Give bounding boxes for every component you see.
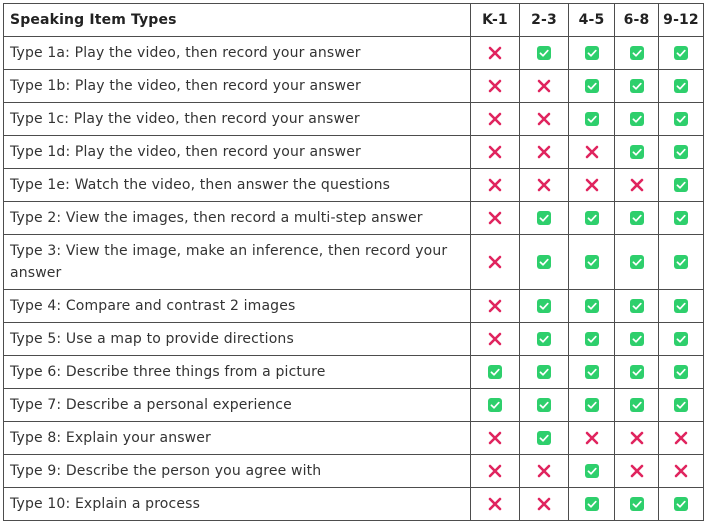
cross-mark-icon — [537, 79, 551, 93]
speaking-item-types-table — [3, 3, 704, 521]
availability-cell — [471, 103, 520, 136]
availability-cell — [659, 202, 704, 235]
availability-cell — [471, 169, 520, 202]
availability-cell — [520, 389, 569, 422]
check-mark-icon — [537, 211, 551, 225]
check-mark-icon — [537, 255, 551, 269]
availability-cell — [471, 202, 520, 235]
availability-cell — [520, 323, 569, 356]
availability-cell — [659, 70, 704, 103]
availability-cell — [659, 455, 704, 488]
item-type-label: Type 4: Compare and contrast 2 images — [4, 290, 471, 323]
availability-cell — [471, 488, 520, 521]
availability-cell — [659, 235, 704, 290]
table-row — [4, 103, 704, 136]
item-type-label: Type 5: Use a map to provide directions — [4, 323, 471, 356]
availability-cell — [615, 290, 659, 323]
availability-cell — [659, 169, 704, 202]
availability-cell — [615, 235, 659, 290]
column-header-item-types: Speaking Item Types — [4, 4, 471, 37]
availability-cell — [471, 422, 520, 455]
cross-mark-icon — [488, 299, 502, 313]
availability-cell — [569, 455, 615, 488]
table-row — [4, 323, 704, 356]
availability-cell — [569, 389, 615, 422]
column-header-grade: K-1 — [471, 4, 520, 37]
check-mark-icon — [585, 255, 599, 269]
table-row — [4, 136, 704, 169]
table-body — [4, 37, 704, 521]
check-mark-icon — [674, 145, 688, 159]
check-mark-icon — [630, 398, 644, 412]
availability-cell — [520, 37, 569, 70]
availability-cell — [520, 103, 569, 136]
check-mark-icon — [674, 211, 688, 225]
availability-cell — [471, 37, 520, 70]
cross-mark-icon — [537, 464, 551, 478]
availability-cell — [615, 202, 659, 235]
availability-cell — [471, 455, 520, 488]
cross-mark-icon — [537, 178, 551, 192]
column-header-grade: 4-5 — [569, 4, 615, 37]
check-mark-icon — [585, 398, 599, 412]
availability-cell — [569, 290, 615, 323]
check-mark-icon — [585, 464, 599, 478]
item-type-label: Type 1d: Play the video, then record your answer — [4, 136, 471, 169]
check-mark-icon — [537, 332, 551, 346]
table-row — [4, 169, 704, 202]
column-header-grade: 2-3 — [520, 4, 569, 37]
check-mark-icon — [674, 497, 688, 511]
cross-mark-icon — [488, 211, 502, 225]
check-mark-icon — [537, 398, 551, 412]
check-mark-icon — [537, 431, 551, 445]
availability-cell — [520, 290, 569, 323]
availability-cell — [520, 422, 569, 455]
cross-mark-icon — [537, 497, 551, 511]
availability-cell — [659, 37, 704, 70]
check-mark-icon — [674, 332, 688, 346]
table-row — [4, 356, 704, 389]
availability-cell — [615, 70, 659, 103]
availability-cell — [471, 356, 520, 389]
availability-cell — [569, 169, 615, 202]
check-mark-icon — [488, 365, 502, 379]
availability-cell — [659, 290, 704, 323]
cross-mark-icon — [488, 145, 502, 159]
check-mark-icon — [674, 398, 688, 412]
availability-cell — [659, 389, 704, 422]
cross-mark-icon — [488, 332, 502, 346]
cross-mark-icon — [488, 464, 502, 478]
item-type-label: Type 1b: Play the video, then record your answer — [4, 70, 471, 103]
cross-mark-icon — [488, 112, 502, 126]
check-mark-icon — [585, 332, 599, 346]
check-mark-icon — [630, 332, 644, 346]
availability-cell — [615, 455, 659, 488]
availability-cell — [520, 356, 569, 389]
cross-mark-icon — [488, 46, 502, 60]
item-type-label: Type 7: Describe a personal experience — [4, 389, 471, 422]
availability-cell — [520, 488, 569, 521]
check-mark-icon — [674, 299, 688, 313]
column-header-grade: 9-12 — [659, 4, 704, 37]
availability-cell — [569, 235, 615, 290]
availability-cell — [615, 488, 659, 521]
table-row — [4, 455, 704, 488]
item-type-label: Type 6: Describe three things from a picture — [4, 356, 471, 389]
cross-mark-icon — [585, 178, 599, 192]
item-type-label: Type 10: Explain a process — [4, 488, 471, 521]
cross-mark-icon — [630, 431, 644, 445]
check-mark-icon — [537, 46, 551, 60]
item-type-label: Type 2: View the images, then record a multi-step answer — [4, 202, 471, 235]
availability-cell — [659, 103, 704, 136]
column-header-grade: 6-8 — [615, 4, 659, 37]
availability-cell — [471, 290, 520, 323]
check-mark-icon — [585, 365, 599, 379]
table-header-row — [4, 4, 704, 37]
availability-cell — [659, 136, 704, 169]
availability-cell — [569, 422, 615, 455]
availability-cell — [659, 488, 704, 521]
cross-mark-icon — [630, 178, 644, 192]
cross-mark-icon — [488, 178, 502, 192]
availability-cell — [569, 356, 615, 389]
check-mark-icon — [585, 46, 599, 60]
availability-cell — [615, 169, 659, 202]
availability-cell — [471, 235, 520, 290]
check-mark-icon — [674, 112, 688, 126]
availability-cell — [520, 169, 569, 202]
check-mark-icon — [585, 211, 599, 225]
cross-mark-icon — [537, 112, 551, 126]
cross-mark-icon — [585, 431, 599, 445]
availability-cell — [569, 37, 615, 70]
availability-cell — [569, 136, 615, 169]
check-mark-icon — [630, 255, 644, 269]
check-mark-icon — [630, 79, 644, 93]
check-mark-icon — [585, 112, 599, 126]
check-mark-icon — [674, 178, 688, 192]
availability-cell — [659, 422, 704, 455]
item-type-label: Type 1a: Play the video, then record your answer — [4, 37, 471, 70]
table-row — [4, 488, 704, 521]
table-row — [4, 70, 704, 103]
cross-mark-icon — [674, 431, 688, 445]
check-mark-icon — [630, 497, 644, 511]
table-row — [4, 235, 704, 290]
item-type-label: Type 8: Explain your answer — [4, 422, 471, 455]
availability-cell — [569, 70, 615, 103]
check-mark-icon — [585, 79, 599, 93]
check-mark-icon — [630, 299, 644, 313]
check-mark-icon — [488, 398, 502, 412]
table-row — [4, 389, 704, 422]
availability-cell — [569, 103, 615, 136]
check-mark-icon — [585, 497, 599, 511]
availability-cell — [615, 136, 659, 169]
check-mark-icon — [630, 145, 644, 159]
table-row — [4, 202, 704, 235]
check-mark-icon — [674, 365, 688, 379]
item-type-label: Type 1c: Play the video, then record your answer — [4, 103, 471, 136]
availability-cell — [659, 323, 704, 356]
cross-mark-icon — [630, 464, 644, 478]
cross-mark-icon — [488, 497, 502, 511]
check-mark-icon — [585, 299, 599, 313]
availability-cell — [520, 136, 569, 169]
availability-cell — [471, 323, 520, 356]
availability-cell — [615, 422, 659, 455]
availability-cell — [520, 202, 569, 235]
item-type-label: Type 3: View the image, make an inference, then record your answer — [4, 235, 471, 290]
cross-mark-icon — [488, 79, 502, 93]
check-mark-icon — [674, 79, 688, 93]
availability-cell — [615, 356, 659, 389]
check-mark-icon — [630, 46, 644, 60]
table-row — [4, 37, 704, 70]
availability-cell — [471, 70, 520, 103]
availability-cell — [615, 389, 659, 422]
availability-cell — [615, 103, 659, 136]
cross-mark-icon — [537, 145, 551, 159]
availability-cell — [471, 136, 520, 169]
check-mark-icon — [537, 365, 551, 379]
check-mark-icon — [674, 46, 688, 60]
check-mark-icon — [537, 299, 551, 313]
availability-cell — [615, 323, 659, 356]
item-type-label: Type 1e: Watch the video, then answer the questions — [4, 169, 471, 202]
check-mark-icon — [674, 255, 688, 269]
availability-cell — [569, 323, 615, 356]
availability-cell — [471, 389, 520, 422]
item-type-label: Type 9: Describe the person you agree with — [4, 455, 471, 488]
availability-cell — [520, 235, 569, 290]
check-mark-icon — [630, 211, 644, 225]
table-row — [4, 422, 704, 455]
table-row — [4, 290, 704, 323]
cross-mark-icon — [488, 431, 502, 445]
availability-cell — [520, 70, 569, 103]
availability-cell — [659, 356, 704, 389]
cross-mark-icon — [674, 464, 688, 478]
check-mark-icon — [630, 112, 644, 126]
availability-cell — [520, 455, 569, 488]
check-mark-icon — [630, 365, 644, 379]
availability-cell — [569, 202, 615, 235]
cross-mark-icon — [488, 255, 502, 269]
cross-mark-icon — [585, 145, 599, 159]
availability-cell — [569, 488, 615, 521]
availability-cell — [615, 37, 659, 70]
